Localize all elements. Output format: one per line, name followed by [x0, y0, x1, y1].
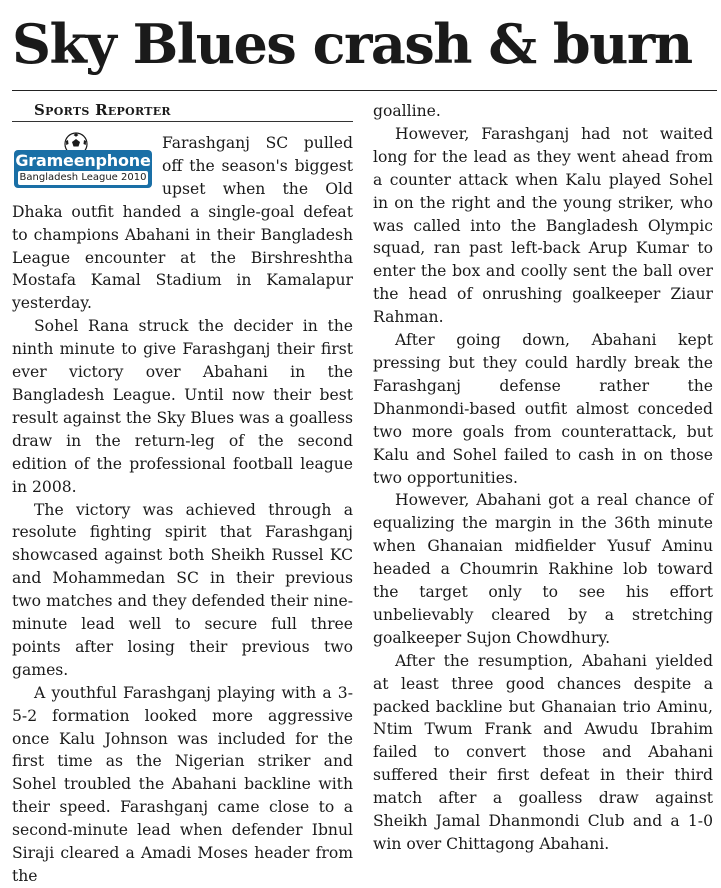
paragraph-8: After the resumption, Abahani yielded at least three good chances despite a packed backline but Ghanaian trio Aminu, Ntim Twum Frank and Awudu Ibrahim failed to convert those and Abahani suffered their first defeat in their third match after a goalless draw against Sheikh Jamal Dhanmondi Club and a 1-0 win over Chittagong Abahani. — [373, 651, 713, 853]
league-logo-title: Grameenphone — [15, 151, 151, 170]
league-logo — [12, 132, 154, 194]
headline: Sky Blues crash & burn — [12, 12, 692, 76]
headline-divider — [12, 90, 717, 91]
league-logo-subtitle: Bangladesh League 2010 — [19, 172, 147, 183]
paragraph-5: However, Farashganj had not waited long for the lead as they went ahead from a counter attack when Kalu played Sohel in on the right and the young striker, who was called into the Bangladesh Olympic squad, ran past left-back Arup Kumar to enter the box and coolly sent the ball over the head of onrushing goalkeeper Ziaur Rahman. — [373, 124, 713, 327]
paragraph-7: However, Abahani got a real chance of equalizing the margin in the 36th minute when Ghanaian midfielder Yusuf Aminu headed a Choumrin Rakhine lob toward the target only to see his effort unbelievably cleared by a stretching goalkeeper Sujon Chowdhury. — [373, 491, 713, 647]
paragraph-4-continued: goalline. — [373, 102, 441, 120]
paragraph-2: Sohel Rana struck the decider in the ninth minute to give Farashganj their first ever victory over Abahani in the Bangladesh League. Until now their best result against the Sky Blues was a goalless draw in the return-leg of the second edition of the professional football league in 2008. — [12, 317, 353, 496]
paragraph-1: Farashganj SC pulled off the season's biggest upset when the Old Dhaka outfit handed a single-goal defeat to champions Abahani in their Bangladesh League encounter at the Birshreshtha Mostafa Kamal Stadium in Kamalapur yesterday. — [12, 134, 353, 313]
league-logo-badge — [14, 150, 152, 188]
byline: Sports Reporter — [34, 101, 171, 119]
article-column-right — [373, 100, 713, 856]
paragraph-4: A youthful Farashganj playing with a 3-5-2 formation looked more aggressive once Kalu Johnson was included for the first time as the Nigerian striker and Sohel troubled the Abahani backline with their speed. Farashganj came close to a second-minute lead when defender Ibnul Siraji cleared a Amadi Moses header from the — [12, 683, 353, 885]
paragraph-6: After going down, Abahani kept pressing but they could hardly break the Farashganj defense rather the Dhanmondi-based outfit almost conceded two more goals from counterattack, but Kalu and Sohel failed to cash in on those two opportunities. — [373, 331, 713, 487]
byline-divider — [12, 121, 353, 122]
paragraph-3: The victory was achieved through a resolute fighting spirit that Farashganj showcased against both Sheikh Russel KC and Mohammedan SC in their previous two matches and they defended their nine-minute lead well to secure full three points after losing their previous two games. — [12, 500, 353, 679]
article-column-left — [12, 99, 353, 888]
